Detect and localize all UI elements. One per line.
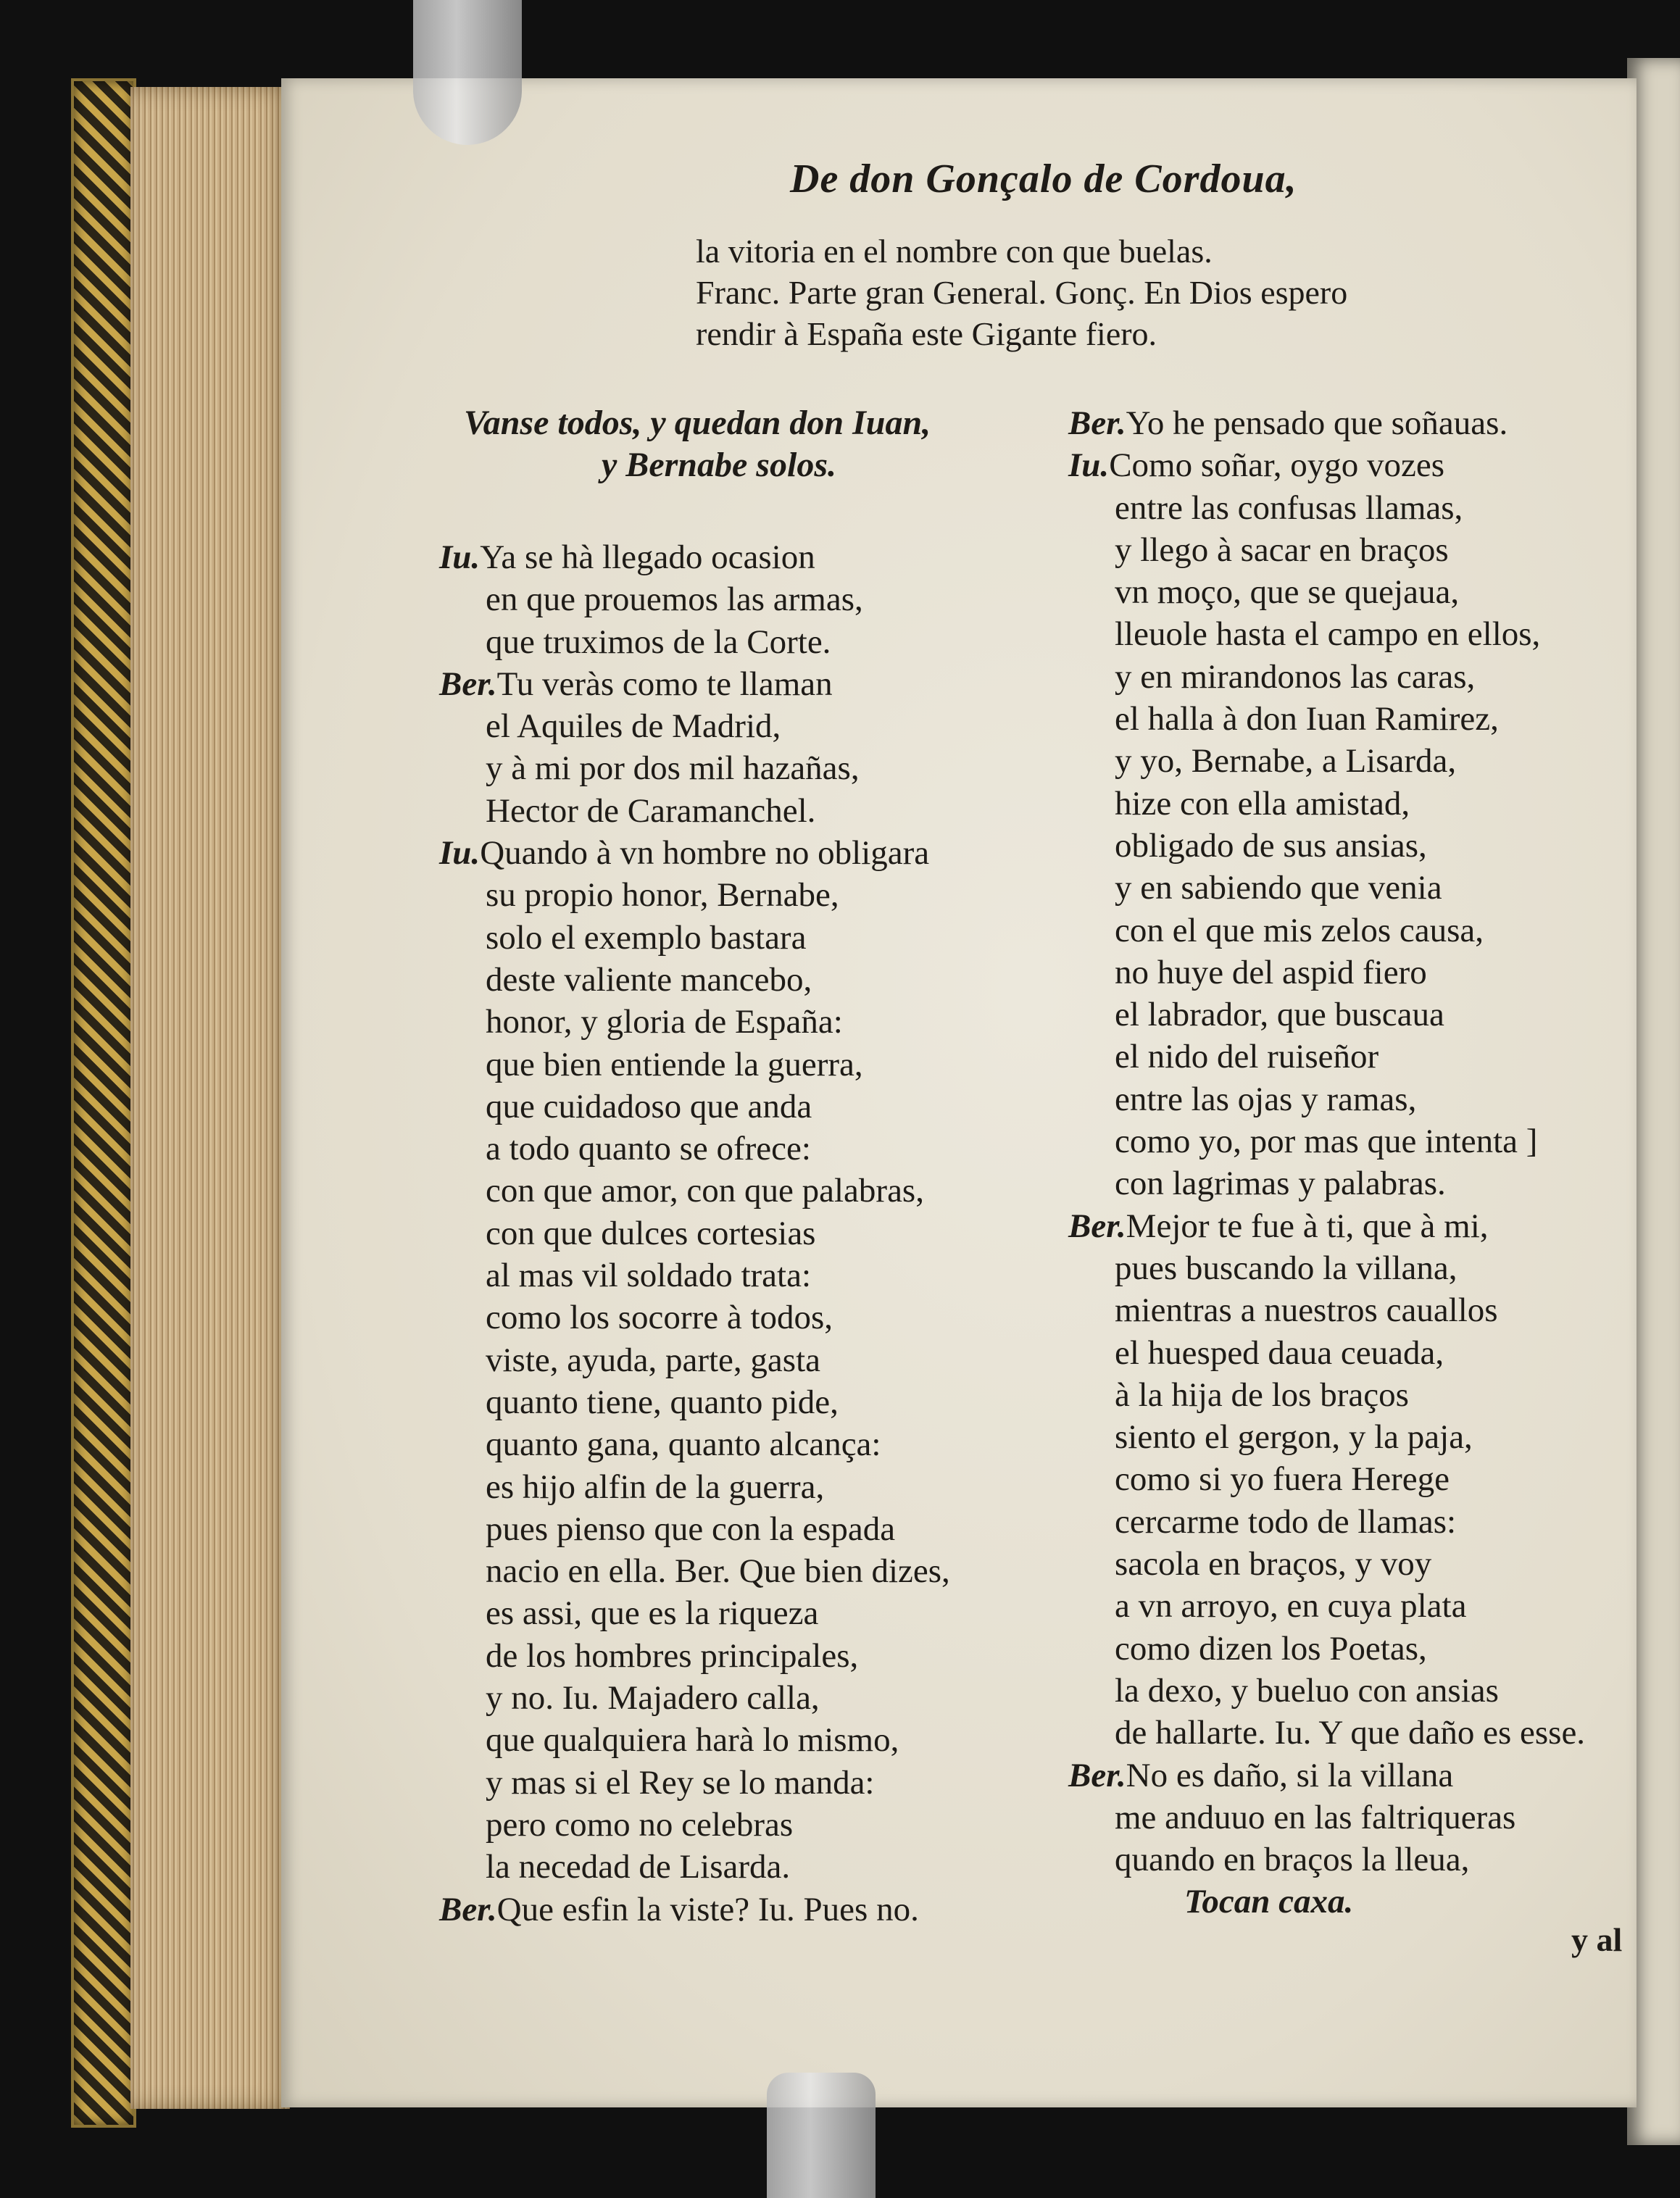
verse-line	[1068, 1120, 1619, 1162]
verse-text: con el que mis zelos causa,	[1115, 911, 1484, 949]
speaker-label: Iu.	[439, 538, 481, 576]
verse-text: sacola en braços, y voy	[1115, 1545, 1432, 1583]
verse-text: Tu veràs como te llaman	[496, 665, 833, 703]
verse-line	[439, 1339, 1055, 1381]
verse-text: y en mirandonos las caras,	[1115, 657, 1476, 696]
verse-text: el Aquiles de Madrid,	[486, 707, 781, 746]
verse-line	[1068, 1036, 1619, 1078]
verse-line	[439, 1804, 1055, 1846]
verse-line	[1068, 1839, 1619, 1881]
verse-line	[439, 1677, 1055, 1719]
left-column	[439, 536, 1055, 1931]
verse-text: deste valiente mancebo,	[486, 960, 812, 999]
verse-text: es assi, que es la riqueza	[486, 1594, 819, 1633]
verse-text: à la hija de los braços	[1115, 1375, 1409, 1414]
verse-line	[439, 578, 1055, 620]
verse-line	[439, 1889, 1055, 1931]
verse-text: el nido del ruiseñor	[1115, 1038, 1379, 1076]
verse-line	[439, 832, 1055, 874]
verse-text: que truximos de la Corte.	[486, 623, 831, 661]
verse-text: No es daño, si la villana	[1126, 1756, 1454, 1794]
verse-line: rendir à España este Gigante fiero.	[696, 315, 1157, 352]
verse-text: y mas si el Rey se lo manda:	[486, 1763, 875, 1802]
verse-text: a vn arroyo, en cuya plata	[1115, 1587, 1467, 1625]
verse-line	[1068, 1247, 1619, 1289]
speaker-label: Ber.	[439, 665, 497, 703]
verse-line	[1068, 656, 1619, 698]
verse-line	[1068, 867, 1619, 909]
verse-text: obligado de sus ansias,	[1115, 826, 1427, 865]
verse-line	[1068, 1078, 1619, 1120]
verse-line	[1068, 1670, 1619, 1712]
speaker-label: Ber.	[1068, 1756, 1126, 1794]
running-head: De don Gonçalo de Cordoua,	[790, 157, 1297, 201]
verse-text: de hallarte. Iu. Y que daño es esse.	[1115, 1714, 1586, 1752]
page-clip-top	[413, 0, 522, 145]
verse-text: y no. Iu. Majadero calla,	[486, 1679, 820, 1718]
verse-text: Quando à vn hombre no obligara	[480, 834, 930, 873]
verse-line	[1068, 1332, 1619, 1374]
verse-text: la necedad de Lisarda.	[486, 1848, 791, 1886]
verse-line	[439, 1592, 1055, 1634]
verse-line	[439, 1254, 1055, 1296]
verse-text: con que dulces cortesias	[486, 1214, 816, 1252]
verse-line	[1068, 952, 1619, 994]
verse-text: solo el exemplo bastara	[486, 918, 807, 957]
verse-text: quanto tiene, quanto pide,	[486, 1383, 839, 1421]
verse-line	[439, 959, 1055, 1001]
verse-line	[439, 1550, 1055, 1592]
verse-line: Franc. Parte gran General. Gonç. En Dios espero	[696, 274, 1348, 311]
verse-text: siento el gergon, y la paja,	[1115, 1418, 1473, 1457]
verse-line	[1068, 1712, 1619, 1754]
catchword: y al	[1571, 1921, 1623, 1958]
verse-text: a todo quanto se ofrece:	[486, 1130, 811, 1168]
speaker-label: Ber.	[439, 1890, 497, 1928]
top-verse-lines	[696, 230, 1508, 354]
stage-direction-line: y Bernabe solos.	[602, 446, 836, 484]
verse-text: el huesped daua ceuada,	[1115, 1333, 1444, 1372]
verse-text: con lagrimas y palabras.	[1115, 1165, 1446, 1203]
verse-line	[439, 1466, 1055, 1508]
verse-text: entre las confusas llamas,	[1115, 488, 1463, 527]
verse-line	[439, 1001, 1055, 1043]
verse-line	[439, 1296, 1055, 1339]
verse-line	[1068, 613, 1619, 655]
stage-direction-left	[464, 402, 931, 486]
verse-line	[1068, 1585, 1619, 1627]
verse-text: no huye del aspid fiero	[1115, 953, 1427, 991]
verse-text: honor, y gloria de España:	[486, 1003, 843, 1041]
verse-text: la dexo, y bueluo con ansias	[1115, 1671, 1499, 1710]
verse-line	[439, 1508, 1055, 1550]
verse-line	[1068, 783, 1619, 825]
verse-line	[1068, 487, 1619, 529]
verse-text: mientras a nuestros cauallos	[1115, 1291, 1498, 1330]
stage-direction-line: Vanse todos, y quedan don Iuan,	[464, 404, 931, 442]
verse-line	[439, 917, 1055, 959]
verse-line	[439, 1128, 1055, 1170]
speaker-label: Iu.	[439, 834, 481, 873]
verse-line	[1068, 1501, 1619, 1543]
verse-text: como los socorre à todos,	[486, 1299, 833, 1337]
verse-text: al mas vil soldado trata:	[486, 1257, 812, 1295]
page-block-edge	[130, 87, 290, 2109]
verse-line	[1068, 994, 1619, 1036]
verse-text: Hector de Caramanchel.	[486, 791, 816, 830]
verse-line	[1068, 1374, 1619, 1416]
verse-text: su propio honor, Bernabe,	[486, 876, 839, 915]
verse-text: quanto gana, quanto alcança:	[486, 1425, 881, 1464]
verse-text: y yo, Bernabe, a Lisarda,	[1115, 742, 1457, 780]
verse-text: que bien entiende la guerra,	[486, 1045, 863, 1083]
verse-text: me anduuo en las faltriqueras	[1115, 1798, 1516, 1836]
speaker-label: Iu.	[1068, 446, 1110, 485]
verse-text: de los hombres principales,	[486, 1636, 859, 1675]
verse-line	[1068, 444, 1619, 486]
verse-line	[439, 536, 1055, 578]
gilt-spine-edge	[71, 78, 136, 2128]
verse-text: Como soñar, oygo vozes	[1109, 446, 1445, 485]
speaker-label: Ber.	[1068, 404, 1126, 442]
verse-text: pues buscando la villana,	[1115, 1249, 1457, 1287]
verse-text: Mejor te fue à ti, que à mi,	[1126, 1207, 1489, 1245]
verse-line	[439, 1170, 1055, 1212]
verse-line	[1068, 402, 1619, 444]
verse-line	[439, 663, 1055, 705]
page-clip-bottom	[767, 2073, 876, 2198]
verse-line	[1068, 1205, 1619, 1247]
verse-text: es hijo alfin de la guerra,	[486, 1468, 825, 1506]
verse-text: en que prouemos las armas,	[486, 580, 863, 619]
verse-line	[439, 705, 1055, 747]
verse-line	[1068, 1754, 1619, 1797]
verse-line	[1068, 1458, 1619, 1500]
verse-text: hize con ella amistad,	[1115, 784, 1410, 823]
verse-line	[439, 1846, 1055, 1888]
verse-line	[1068, 571, 1619, 613]
verse-text: y llego à sacar en braços	[1115, 530, 1449, 569]
verse-text: y à mi por dos mil hazañas,	[486, 749, 860, 788]
verse-line	[1068, 909, 1619, 952]
verse-line	[439, 1381, 1055, 1423]
stage-direction-right: Tocan caxa.	[1184, 1883, 1354, 1921]
verse-text: como yo, por mas que intenta ]	[1115, 1123, 1538, 1161]
verse-line	[439, 1086, 1055, 1128]
verse-text: que cuidadoso que anda	[486, 1087, 812, 1125]
verse-text: Que esfin la viste? Iu. Pues no.	[496, 1890, 919, 1928]
verse-line	[1068, 825, 1619, 867]
verse-line	[439, 874, 1055, 916]
verse-text: Ya se hà llegado ocasion	[480, 538, 815, 576]
verse-text: pero como no celebras	[486, 1805, 794, 1844]
verse-line	[1068, 529, 1619, 571]
verse-line	[1068, 1797, 1619, 1839]
verse-text: viste, ayuda, parte, gasta	[486, 1341, 820, 1379]
verse-text: pues pienso que con la espada	[486, 1510, 896, 1548]
verse-text: que qualquiera harà lo mismo,	[486, 1721, 899, 1760]
verse-text: nacio en ella. Ber. Que bien dizes,	[486, 1552, 950, 1591]
verse-line	[439, 1044, 1055, 1086]
verse-text: el halla à don Iuan Ramirez,	[1115, 700, 1499, 738]
verse-text: como dizen los Poetas,	[1115, 1629, 1427, 1668]
verse-text: el labrador, que buscaua	[1115, 996, 1444, 1034]
verse-line	[1068, 1289, 1619, 1331]
verse-line	[1068, 1162, 1619, 1204]
verse-line	[439, 1719, 1055, 1761]
verse-line: la vitoria en el nombre con que buelas.	[696, 233, 1213, 270]
verse-text: entre las ojas y ramas,	[1115, 1080, 1417, 1118]
verse-text: vn moço, que se quejaua,	[1115, 573, 1460, 612]
verse-line	[439, 1423, 1055, 1465]
verse-line	[439, 621, 1055, 663]
verse-text: con que amor, con que palabras,	[486, 1172, 924, 1210]
verse-line	[439, 1212, 1055, 1254]
verse-text: como si yo fuera Herege	[1115, 1460, 1450, 1499]
verse-text: lleuole hasta el campo en ellos,	[1115, 615, 1541, 654]
verse-line	[1068, 740, 1619, 782]
speaker-label: Ber.	[1068, 1207, 1126, 1245]
verse-text: quando en braços la lleua,	[1115, 1841, 1470, 1879]
verse-line	[439, 790, 1055, 832]
verse-line	[439, 747, 1055, 789]
verse-line	[1068, 1416, 1619, 1458]
verse-text: cercarme todo de llamas:	[1115, 1502, 1457, 1541]
verse-text: y en sabiendo que venia	[1115, 869, 1442, 907]
verse-line	[1068, 1628, 1619, 1670]
verse-line	[1068, 1543, 1619, 1585]
verse-line	[1068, 698, 1619, 740]
right-column	[1068, 402, 1619, 1923]
verse-text: Yo he pensado que soñauas.	[1126, 404, 1508, 442]
verse-line	[439, 1762, 1055, 1804]
verse-line	[439, 1635, 1055, 1677]
